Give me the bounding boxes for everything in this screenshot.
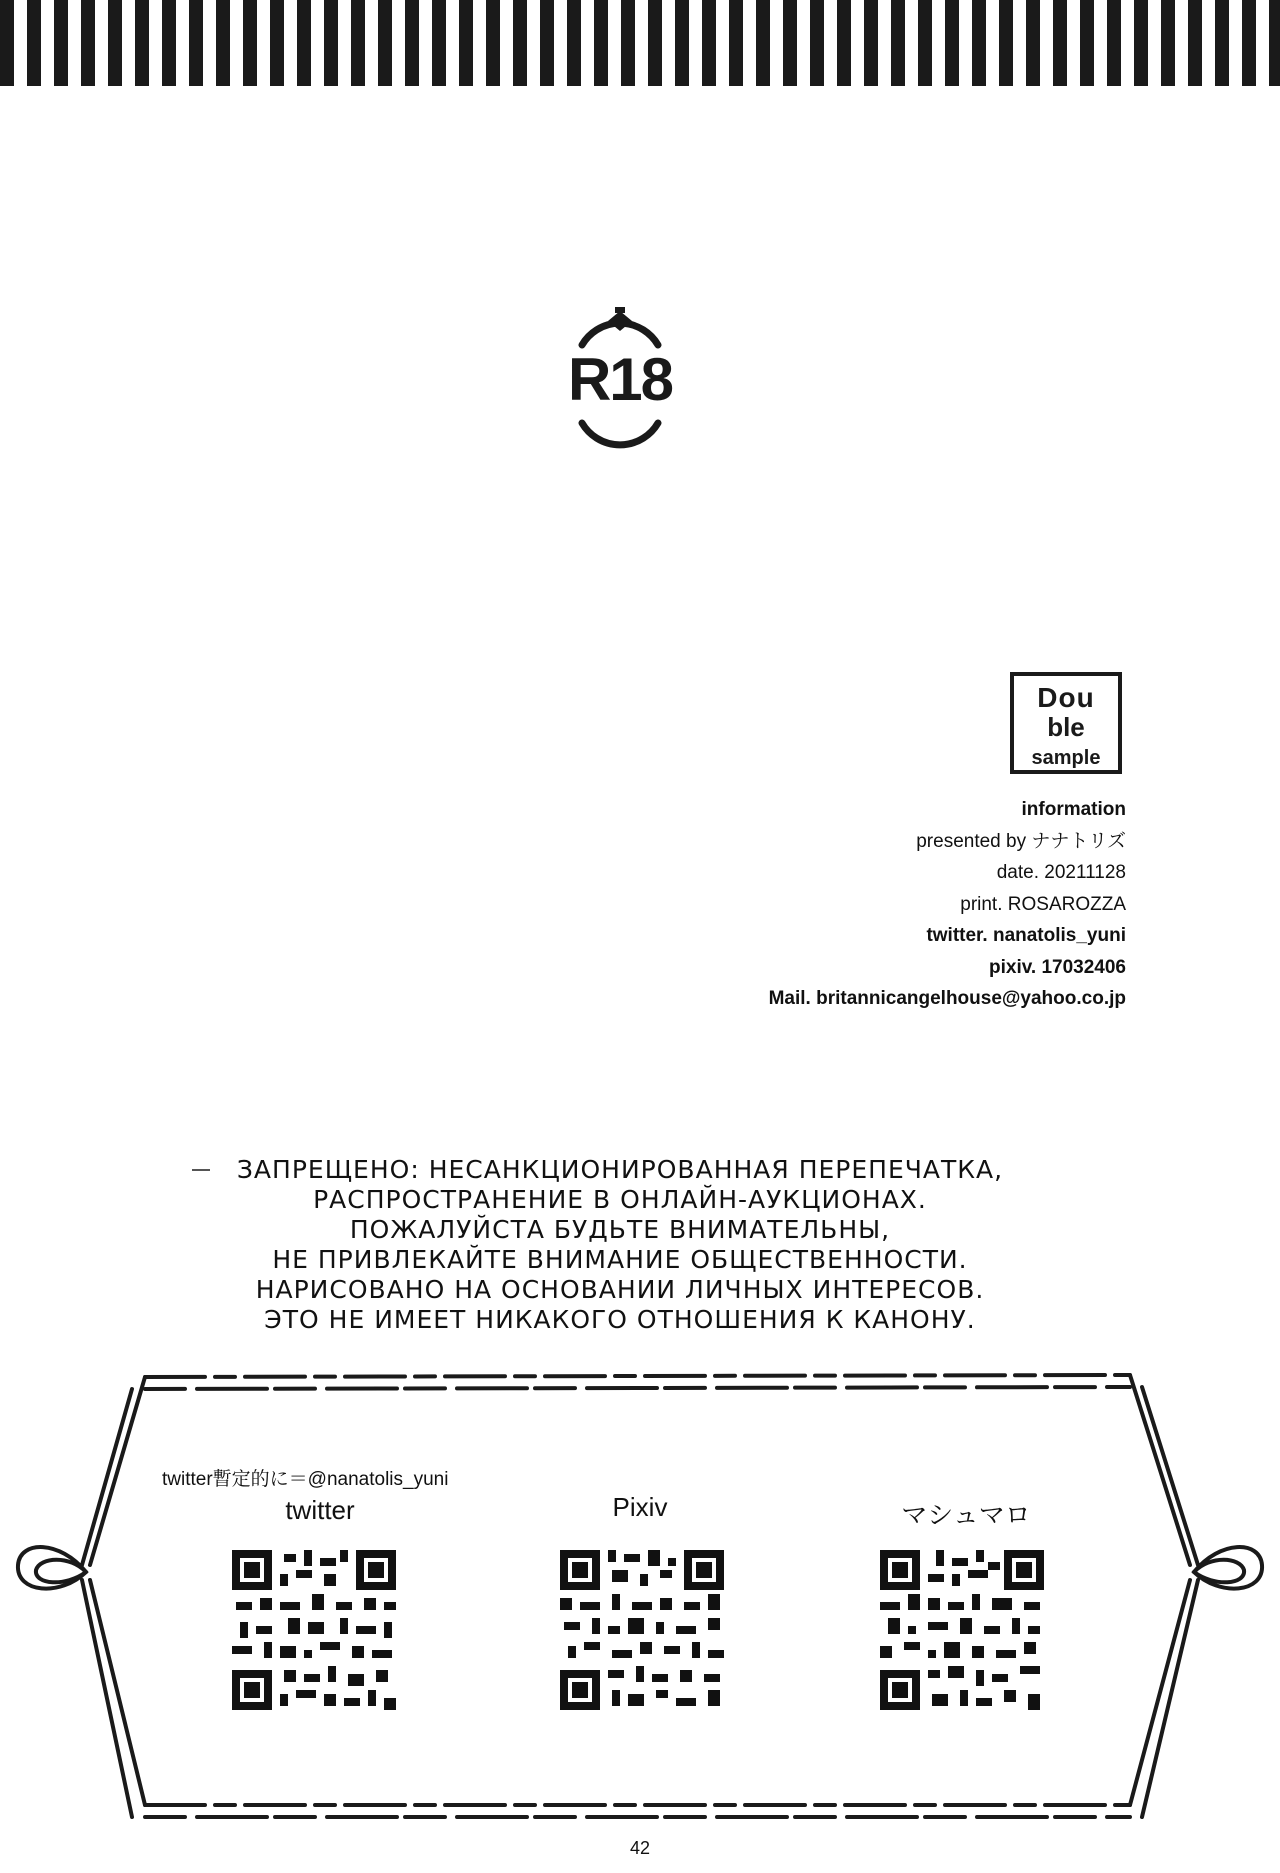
qr-label-marshmallow: マシュマロ [901,1500,1031,1530]
information-heading: information [1021,799,1126,820]
logo-line-3: sample [1031,747,1101,769]
notice-line: ЭТО НЕ ИМЕЕТ НИКАКОГО ОТНОШЕНИЯ К КАНОНУ. [264,1305,976,1334]
marshmallow-qr-icon[interactable] [880,1550,1044,1710]
qr-label-twitter: twitter [285,1495,355,1525]
notice-line: НАРИСОВАНО НА ОСНОВАНИИ ЛИЧНЫХ ИНТЕРЕСОВ. [255,1275,985,1304]
page-number: 42 [629,1838,651,1858]
twitter-line: twitter. nanatolis_yuni [926,925,1126,946]
logo-line-1: Dou [1037,682,1095,713]
notice-block [200,1155,1040,1335]
presented-by-line: presented by ナナトリズ [916,830,1126,852]
twitter-qr-icon[interactable] [232,1550,396,1710]
notice-line: РАСПРОСТРАНЕНИЕ В ОНЛАЙН-АУКЦИОНАХ. [313,1185,927,1214]
top-stripe-border [0,0,1280,86]
notice-line: ЗАПРЕЩЕНО: НЕСАНКЦИОНИРОВАННАЯ ПЕРЕПЕЧАТКА, [236,1155,1004,1184]
pixiv-qr-icon[interactable] [560,1550,724,1710]
qr-label-pixiv: Pixiv [612,1492,668,1522]
pixiv-line: pixiv. 17032406 [989,956,1126,978]
notice-line: ПОЖАЛУЙСТА БУДЬТЕ ВНИМАТЕЛЬНЫ, [349,1215,891,1244]
circle-logo [1010,672,1122,774]
information-block [526,794,1126,1015]
date-line: date. 20211128 [996,862,1126,883]
rating-label: R18 [567,346,673,413]
print-line: print. ROSAROZZA [960,893,1126,915]
r18-mark [560,305,680,455]
notice-line: НЕ ПРИВЛЕКАЙТЕ ВНИМАНИЕ ОБЩЕСТВЕННОСТИ. [272,1245,968,1274]
mail-line: Mail. britannicangelhouse@yahoo.co.jp [768,988,1126,1009]
logo-line-2: ble [1047,712,1085,742]
twitter-handle-note: twitter暫定的に＝@nanatolis_yuni [162,1469,449,1490]
